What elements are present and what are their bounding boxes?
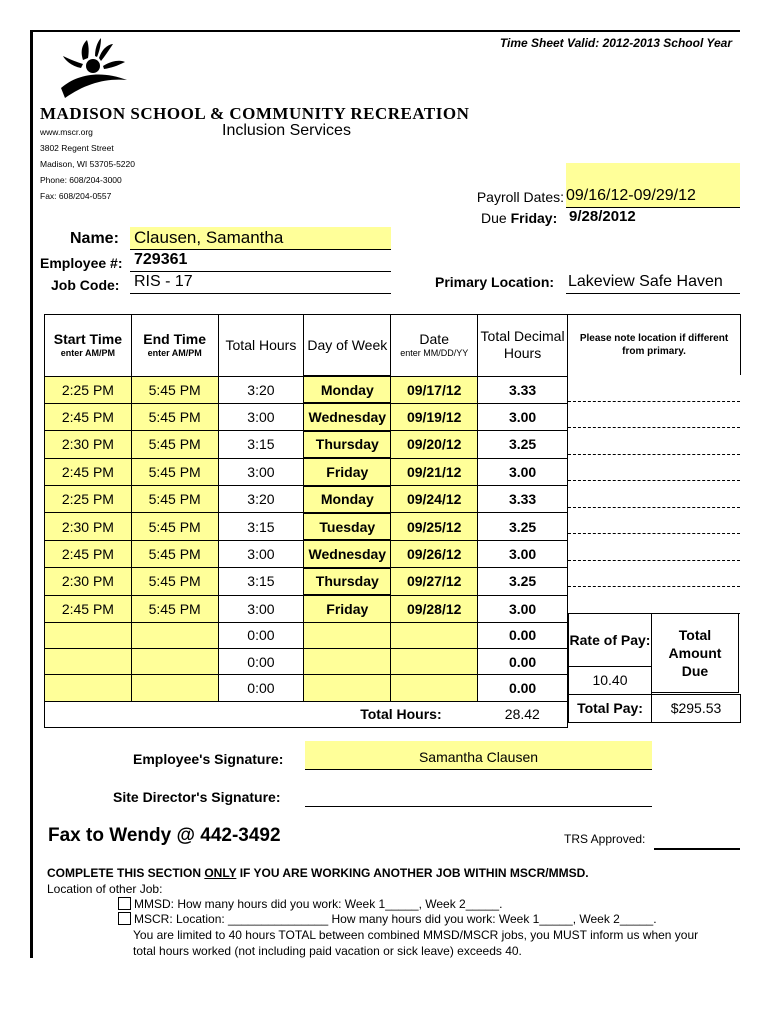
org-street: 3802 Regent Street	[40, 143, 114, 153]
job-code-label: Job Code:	[51, 277, 120, 293]
employee-number-label: Employee #:	[40, 255, 123, 271]
total-hours-cell: 3:20	[218, 486, 304, 513]
payroll-dates-label: Payroll Dates:	[476, 189, 564, 205]
trs-approved-label: TRS Approved:	[564, 832, 646, 846]
org-name: MADISON SCHOOL & COMMUNITY RECREATION	[40, 104, 470, 123]
table-row	[45, 458, 568, 485]
day-of-week-cell[interactable]: Monday	[304, 376, 391, 403]
day-of-week-cell[interactable]: Wednesday	[304, 540, 391, 567]
trs-approved-field[interactable]	[654, 848, 740, 850]
day-of-week-cell[interactable]: Tuesday	[304, 513, 391, 540]
mmsd-checkbox[interactable]	[118, 897, 131, 910]
total-hours-value: 28.42	[478, 701, 568, 727]
end-time-cell[interactable]: 5:45 PM	[131, 513, 218, 540]
payroll-dates-field[interactable]	[566, 163, 740, 208]
total-hours-cell: 3:00	[218, 540, 304, 567]
end-time-cell[interactable]: 5:45 PM	[131, 540, 218, 567]
due-label: Due Friday:	[481, 210, 558, 226]
total-hours-cell: 3:15	[218, 568, 304, 595]
start-time-cell[interactable]	[45, 622, 132, 648]
location-note-line[interactable]	[568, 533, 740, 534]
total-hours-cell: 0:00	[218, 675, 304, 701]
end-time-cell[interactable]: 5:45 PM	[131, 403, 218, 430]
mmsd-line: MMSD: How many hours did you work: Week 1_____, Week 2_____.	[118, 897, 502, 911]
employee-number-field[interactable]	[130, 251, 391, 272]
due-date-value: 9/28/2012	[569, 208, 636, 225]
org-phone: Phone: 608/204-3000	[40, 175, 122, 185]
frame-top-border	[30, 30, 740, 32]
employee-number-value: 729361	[134, 251, 188, 268]
employee-signature-field[interactable]: Samantha Clausen	[305, 741, 652, 770]
location-note-line[interactable]	[568, 401, 740, 402]
end-time-cell[interactable]	[131, 648, 218, 674]
start-time-cell[interactable]	[45, 648, 132, 674]
limit-line-2: total hours worked (not including paid vacation or sick leave) exceeds 40.	[133, 944, 522, 958]
rate-of-pay-label: Rate of Pay:	[568, 613, 652, 667]
start-time-cell[interactable]: 2:45 PM	[45, 540, 132, 567]
start-time-cell[interactable]	[45, 675, 132, 701]
start-time-cell[interactable]: 2:30 PM	[45, 513, 132, 540]
table-row	[45, 403, 568, 430]
org-website: www.mscr.org	[40, 127, 93, 137]
total-hours-cell: 0:00	[218, 648, 304, 674]
end-time-cell[interactable]: 5:45 PM	[131, 431, 218, 458]
valid-year-text: Time Sheet Valid: 2012-2013 School Year	[499, 36, 732, 50]
end-time-cell[interactable]: 5:45 PM	[131, 376, 218, 403]
primary-location-field[interactable]	[566, 273, 740, 294]
decimal-hours-cell: 0.00	[478, 648, 568, 674]
org-subtitle: Inclusion Services	[222, 122, 351, 139]
end-time-cell[interactable]	[131, 675, 218, 701]
other-job-heading: COMPLETE THIS SECTION ONLY IF YOU ARE WORKING ANOTHER JOB WITHIN MSCR/MMSD.	[47, 866, 589, 880]
date-cell[interactable]	[391, 675, 478, 701]
frame-left-border	[30, 30, 33, 958]
date-header: Date enter MM/DD/YY	[391, 315, 478, 377]
name-value: Clausen, Samantha	[134, 228, 284, 247]
date-cell[interactable]: 09/24/12	[391, 486, 478, 513]
table-row	[45, 513, 568, 540]
location-note-line[interactable]	[568, 454, 740, 455]
table-row	[45, 376, 568, 403]
decimal-hours-cell: 0.00	[478, 675, 568, 701]
day-of-week-cell[interactable]: Thursday	[304, 568, 391, 595]
total-hours-header: Total Hours	[218, 315, 304, 377]
primary-location-label: Primary Location:	[435, 274, 555, 290]
table-row	[45, 540, 568, 567]
table-row	[45, 648, 568, 674]
start-time-cell[interactable]: 2:25 PM	[45, 486, 132, 513]
day-of-week-cell[interactable]: Wednesday	[304, 403, 391, 430]
table-row	[45, 675, 568, 701]
total-hours-cell: 3:00	[218, 458, 304, 485]
end-time-header: End Time enter AM/PM	[131, 315, 218, 377]
site-director-signature-field[interactable]	[305, 786, 652, 807]
start-time-cell[interactable]: 2:25 PM	[45, 376, 132, 403]
day-of-week-cell[interactable]: Friday	[304, 595, 391, 622]
end-time-cell[interactable]: 5:45 PM	[131, 595, 218, 622]
date-cell[interactable]	[391, 622, 478, 648]
org-fax: Fax: 608/204-0557	[40, 191, 112, 201]
location-note-line[interactable]	[568, 427, 740, 428]
total-hours-row	[45, 701, 568, 727]
decimal-hours-cell: 3.25	[478, 513, 568, 540]
start-time-header: Start Time enter AM/PM	[45, 315, 132, 377]
table-row	[45, 486, 568, 513]
date-cell[interactable]	[391, 648, 478, 674]
mscr-sun-logo-icon	[55, 38, 135, 102]
table-row	[45, 568, 568, 595]
date-cell[interactable]: 09/28/12	[391, 595, 478, 622]
total-pay-value: $295.53	[651, 694, 741, 723]
day-of-week-cell[interactable]: Monday	[304, 486, 391, 513]
total-hours-cell: 3:00	[218, 595, 304, 622]
table-row	[45, 431, 568, 458]
rate-of-pay-value: 10.40	[568, 666, 652, 695]
date-cell[interactable]: 09/26/12	[391, 540, 478, 567]
start-time-cell[interactable]: 2:45 PM	[45, 595, 132, 622]
day-of-week-cell[interactable]	[304, 675, 391, 701]
total-hours-label: Total Hours:	[45, 701, 478, 727]
decimal-hours-cell: 3.00	[478, 403, 568, 430]
decimal-hours-cell: 3.33	[478, 376, 568, 403]
day-of-week-cell[interactable]	[304, 622, 391, 648]
date-cell[interactable]: 09/27/12	[391, 568, 478, 595]
location-note-line[interactable]	[568, 586, 740, 587]
date-cell[interactable]: 09/21/12	[391, 458, 478, 485]
location-note-line[interactable]	[568, 507, 740, 508]
decimal-hours-cell: 3.00	[478, 540, 568, 567]
location-note-line[interactable]	[568, 560, 740, 561]
decimal-hours-cell: 3.25	[478, 568, 568, 595]
limit-line-1: You are limited to 40 hours TOTAL between combined MMSD/MSCR jobs, you MUST inform us when your	[133, 928, 699, 942]
day-of-week-cell[interactable]	[304, 648, 391, 674]
start-time-cell[interactable]: 2:30 PM	[45, 568, 132, 595]
total-pay-label: Total Pay:	[568, 694, 652, 723]
total-hours-cell: 0:00	[218, 622, 304, 648]
day-of-week-cell[interactable]: Thursday	[304, 431, 391, 458]
decimal-hours-cell: 3.25	[478, 431, 568, 458]
day-of-week-cell[interactable]: Friday	[304, 458, 391, 485]
table-row	[45, 622, 568, 648]
mscr-checkbox[interactable]	[118, 912, 131, 925]
job-code-value: RIS - 17	[134, 273, 193, 290]
decimal-hours-cell: 3.00	[478, 595, 568, 622]
site-director-signature-label: Site Director's Signature:	[113, 789, 281, 805]
table-header-row	[45, 315, 568, 377]
end-time-cell[interactable]: 5:45 PM	[131, 568, 218, 595]
location-note-header: Please note location if different from primary.	[568, 314, 741, 375]
end-time-cell[interactable]: 5:45 PM	[131, 458, 218, 485]
primary-location-value: Lakeview Safe Haven	[568, 273, 723, 290]
end-time-cell[interactable]	[131, 622, 218, 648]
decimal-hours-cell: 3.33	[478, 486, 568, 513]
decimal-hours-header: Total Decimal Hours	[478, 315, 568, 377]
date-cell[interactable]: 09/19/12	[391, 403, 478, 430]
date-cell[interactable]: 09/17/12	[391, 376, 478, 403]
decimal-hours-cell: 3.00	[478, 458, 568, 485]
total-hours-cell: 3:20	[218, 376, 304, 403]
other-job-location-label: Location of other Job:	[47, 882, 163, 896]
day-of-week-header: Day of Week	[304, 315, 391, 377]
timesheet-table	[44, 314, 568, 728]
date-cell[interactable]: 09/20/12	[391, 431, 478, 458]
total-hours-cell: 3:00	[218, 403, 304, 430]
total-hours-cell: 3:15	[218, 513, 304, 540]
fax-to-text: Fax to Wendy @ 442-3492	[48, 825, 281, 846]
table-row	[45, 595, 568, 622]
total-hours-cell: 3:15	[218, 431, 304, 458]
name-field[interactable]	[130, 227, 391, 250]
start-time-cell[interactable]: 2:45 PM	[45, 458, 132, 485]
job-code-field[interactable]	[130, 273, 391, 294]
location-note-line[interactable]	[568, 480, 740, 481]
start-time-cell[interactable]: 2:30 PM	[45, 431, 132, 458]
name-label: Name:	[70, 230, 119, 247]
end-time-cell[interactable]: 5:45 PM	[131, 486, 218, 513]
payroll-dates-value: 09/16/12-09/29/12	[566, 187, 696, 204]
total-amount-due-label: Total Amount Due	[651, 613, 739, 693]
org-city: Madison, WI 53705-5220	[40, 159, 135, 169]
start-time-cell[interactable]: 2:45 PM	[45, 403, 132, 430]
employee-signature-label: Employee's Signature:	[133, 751, 284, 767]
date-cell[interactable]: 09/25/12	[391, 513, 478, 540]
decimal-hours-cell: 0.00	[478, 622, 568, 648]
mscr-line: MSCR: Location: _______________ How many hours did you work: Week 1_____, Week 2_____.	[118, 912, 657, 926]
